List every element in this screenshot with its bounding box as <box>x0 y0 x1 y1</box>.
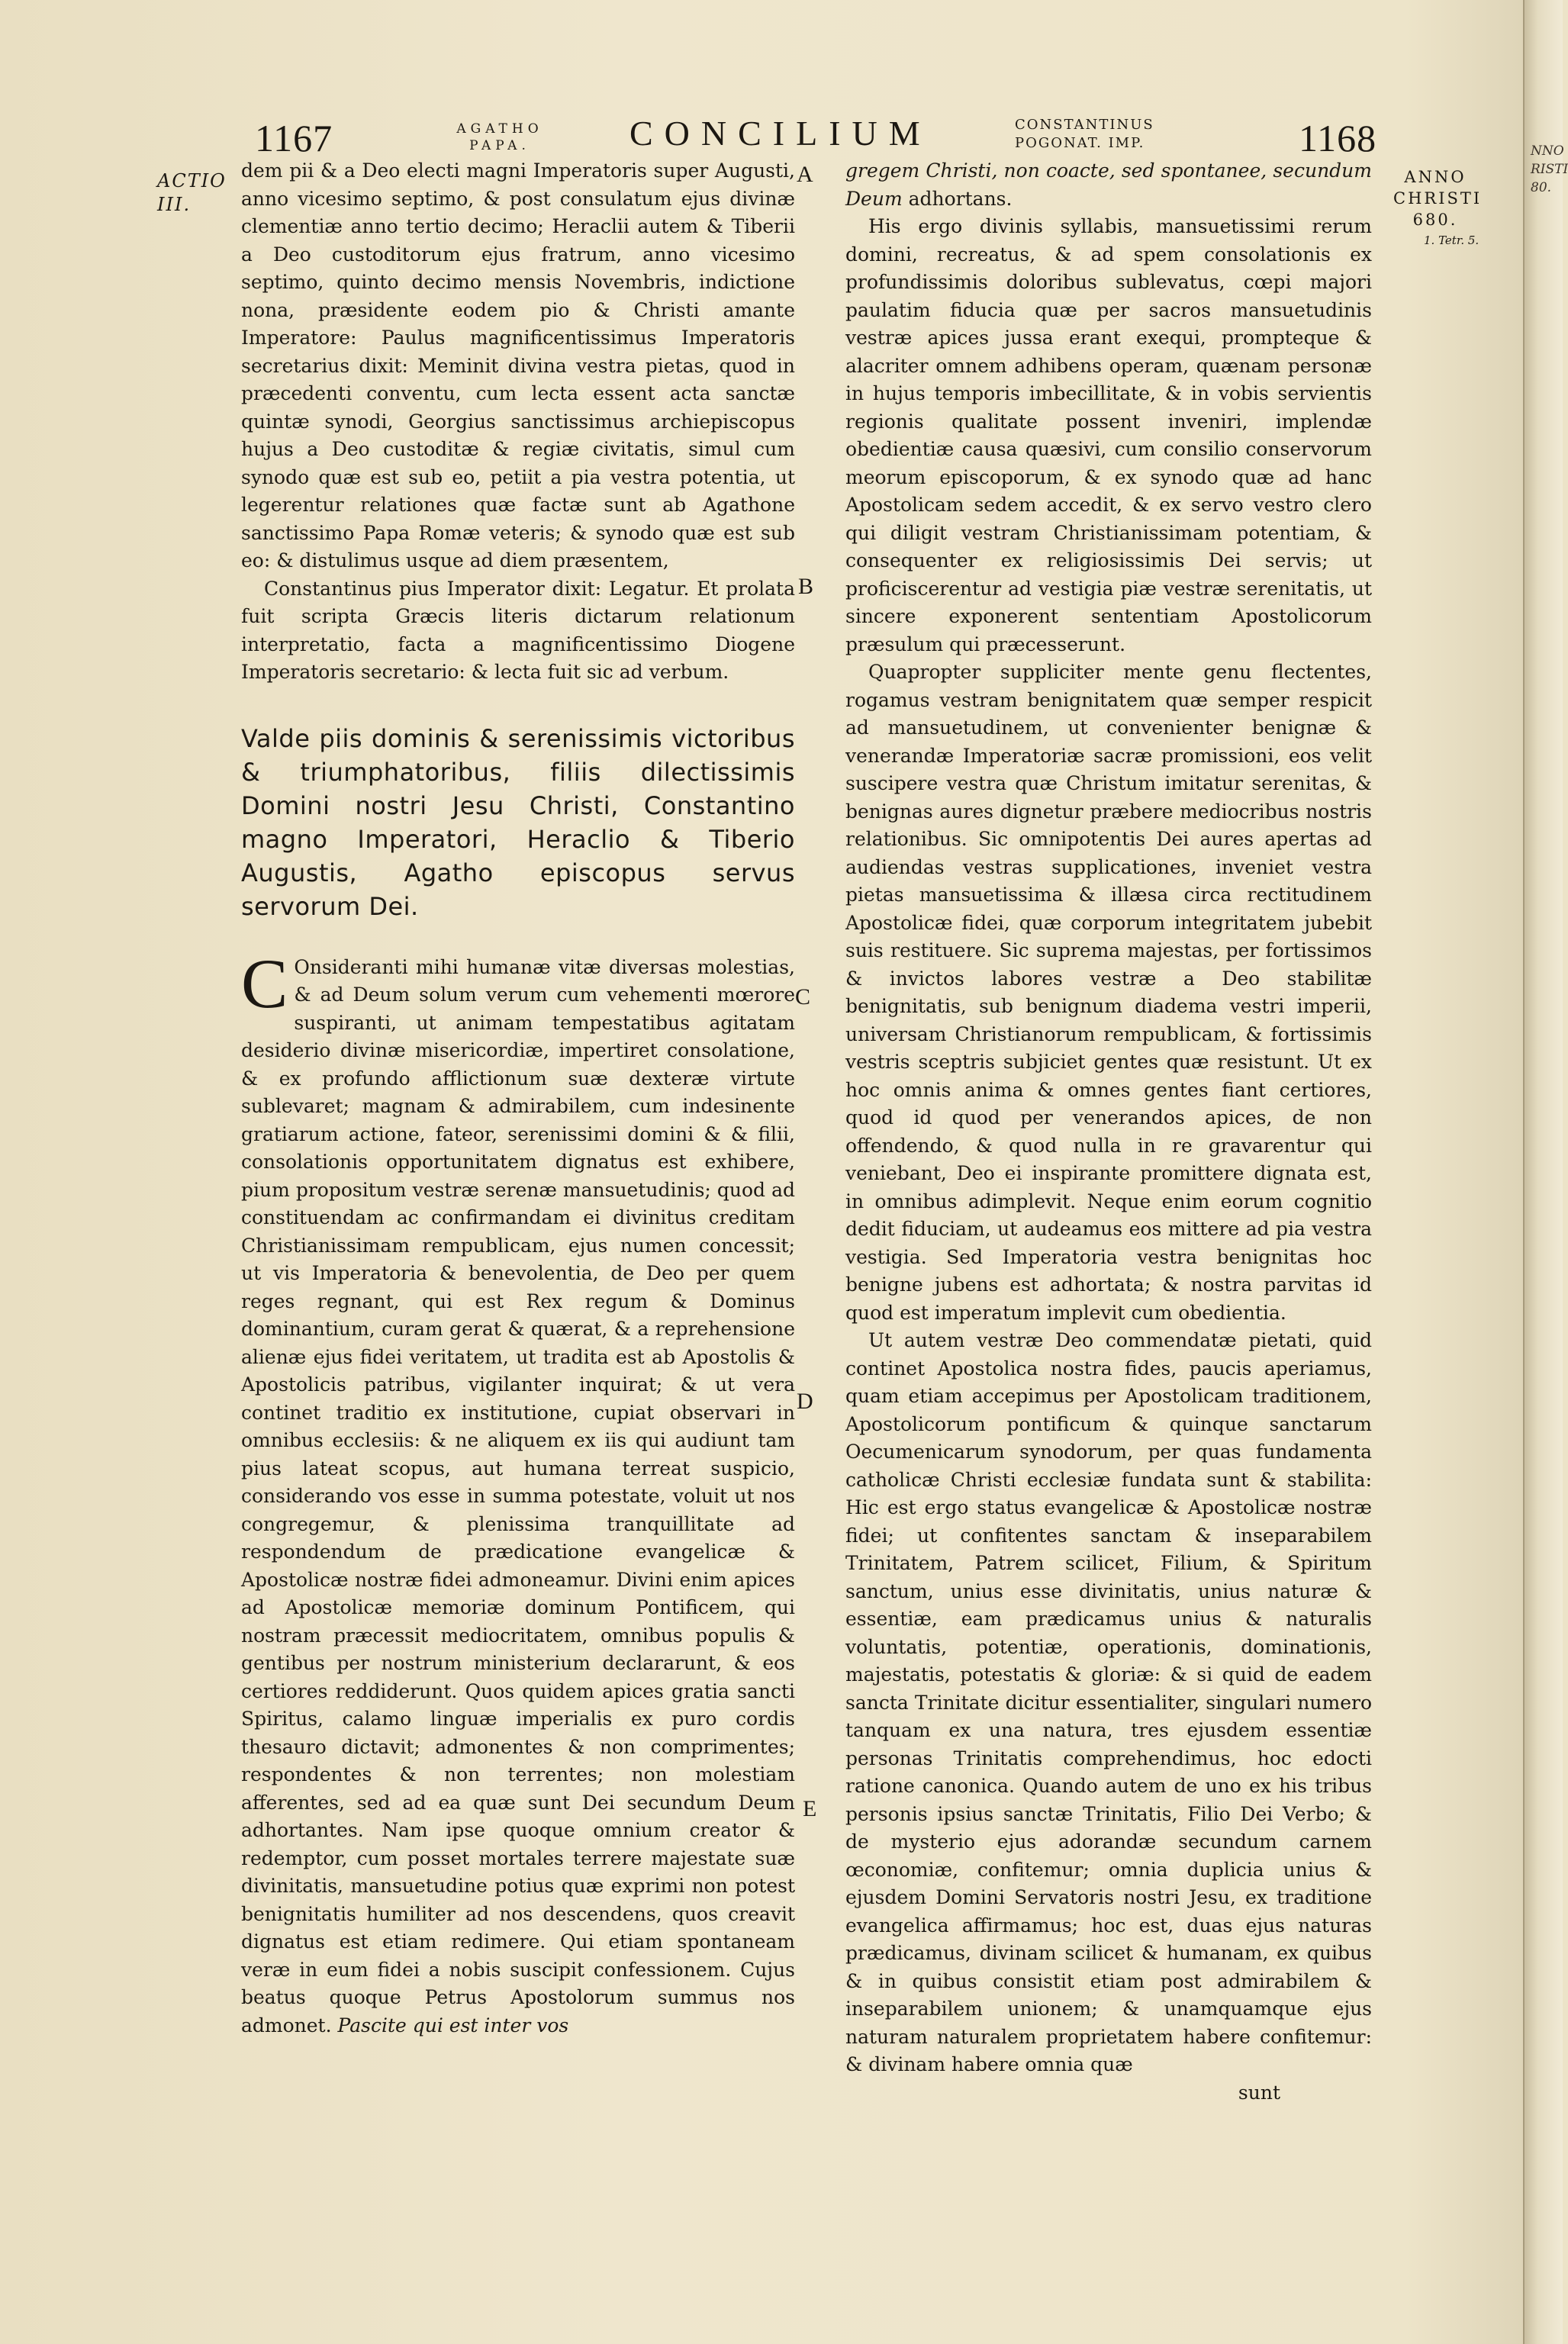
paragraph <box>845 157 1372 213</box>
running-head-line: CONSTANTINUS <box>1015 117 1154 133</box>
right-text-column <box>845 157 1372 2233</box>
letter-body-paragraph <box>241 944 795 2040</box>
paragraph-italic-text: Pascite qui est inter vos <box>337 2014 569 2037</box>
letter-salutation: Valde piis dominis & serenissimis victoribus & triumphatoribus, filiis dilectissimis Domini nostri Jesu Christi, Constantino magno Imperatori, Heraclio & Tiberio Augustis, Agatho episcopus servus servorum Dei. <box>241 723 795 921</box>
running-head-right <box>1015 116 1190 153</box>
catchword: sunt <box>1238 2081 1280 2104</box>
left-text-column <box>241 157 795 2233</box>
running-title: CONCILIUM <box>629 114 932 153</box>
running-head-left <box>443 121 557 154</box>
paragraph: Quapropter suppliciter mente genu flectentes, rogamus vestram benignitatem quæ semper respicit ad mansuetudinem, ut convenienter benignæ & venerandæ Imperatoriæ sacræ promissioni, eos velit suscipere vestra quæ Christum imitatur serenitas, & benignas aures dignetur præbere mediocribus nostris relationibus. Sic omnipotentis Dei aures apertas ad audiendas vestras supplicationes, inveniet vestra pietas mansuetissima & illæsa circa rectitudinem Apostolicæ fidei, quæ corporum integritatem jubebit suis restituere. Sic suprema majestas, per fortissimos & invictos labores vestræ a Deo stabilitæ benignitatis, sub benignum diadema vestri imperii, universam Christianorum rempublicam, & fortissimis vestris sceptris subjiciet gentes quæ resistunt. Ut ex hoc omnis anima & omnes gentes fiant certiores, quod id quod per venerandos apices, de non offendendo, & quod nulla in re gravarentur qui veniebant, Deo ei inspirante promittere dignata est, in omnibus adimplevit. Neque enim eorum cognitio dedit fiduciam, ut audeamus eos mittere ad pia vestra vestigia. Sed Imperatoria vestra benignitas hoc benigne jubens est adhortata; & nostra parvitas id quod est imperatum implevit cum obedientia. <box>845 661 1372 1324</box>
adjacent-page-edge <box>1523 0 1568 2344</box>
section-letter-c: C <box>795 984 811 1009</box>
edge-note-line: RISTI <box>1531 162 1568 177</box>
margin-note-line: ANNO <box>1404 168 1467 186</box>
margin-note-anno <box>1393 166 1483 230</box>
section-letter-b: B <box>798 574 814 599</box>
margin-note-line: ACTIO <box>157 170 227 192</box>
running-head-line: PAPA. <box>469 138 530 153</box>
paragraph: His ergo divinis syllabis, mansuetissimi rerum domini, recreatus, & ad spem consolationis ex profundissimis doloribus sublevatus, cœpi majori paulatim fiducia quæ per sacros mansuetudinis vestræ apices jussa erant exequi, prompteque & alacriter omnem adhibens operam, quænam personæ in hujus temporis imbecillitate, & in vobis servientis regionis qualitate possent inveniri, implendæ obedientiæ causa quæsivi, cum consilio conservorum meorum episcoporum, & ex synodo quæ ad hanc Apostolicam sedem accedit, & ex servo vestro clero qui diligit vestram Christianissimam potentiam, & consequenter ex religiosissimis Dei servis; ut proficiscerentur ad vestigia piæ vestræ serenitatis, ut sincere exponerent sententiam Apostolicorum præsulum qui præcesserunt. <box>845 215 1372 655</box>
section-letter-a: A <box>797 162 813 187</box>
paragraph-text: adhortans. <box>908 187 1013 210</box>
margin-note-line: III. <box>157 194 192 215</box>
page-number-left: 1167 <box>255 117 333 159</box>
paragraph-italic-text: gregem Christi, non coacte, sed spontanee, secundum Deum <box>845 159 1372 210</box>
edge-note-line: NNO <box>1531 143 1564 159</box>
page-number-right: 1168 <box>1299 117 1377 159</box>
edge-note-line: 80. <box>1531 180 1552 195</box>
drop-capital: C <box>241 944 288 1022</box>
running-head-line: POGONAT. IMP. <box>1015 135 1145 151</box>
section-letter-d: D <box>797 1389 813 1414</box>
paragraph-text: Onsideranti mihi humanæ vitæ diversas molestias, & ad Deum solum verum cum vehementi mœrore suspiranti, ut animam tempestatibus agitatam desiderio divinæ misericordiæ, impertiret consolatione, & ex profundo afflictionum suæ dexteræ virtute sublevaret; magnam & admirabilem, cum indesinente gratiarum actione, fateor, serenissimi domini & & filii, consolationis opportunitatem dignatus est exhibere, pium propositum vestræ serenæ mansuetudinis; quod ad constituendam ac confirmandam ei divinitus creditam Christianissimam rempublicam, ejus numen concessit; ut vis Imperatoria & benevolentia, de Deo per quem reges regnant, qui est Rex regum & Dominus dominantium, curam gerat & quærat, & a reprehensione alienæ ejus fidei veritatem, ut tradita est ab Apostolis & Apostolicis patribus, vigilanter inquirat; & ut vera continet traditio ex institutione, cupiat observari in omnibus ecclesiis: & ne aliquem ex iis qui audiunt tam pius lateat scopus, aut humana terreat suspicio, considerando vos esse in summa potestate, voluit ut nos congregemur, & plenissima tranquillitate ad respondendum de prædicatione evangelicæ & Apostolicæ nostræ fidei admoneamur. Divini enim apices ad Apostolicæ memoriæ dominum Pontificem, qui nostram præcessit mediocritatem, omnibus populis & gentibus per nostrum ministerium declararunt, & eos certiores reddiderunt. Quos quidem apices gratia sancti Spiritus, calamo linguæ imperialis ex puro cordis thesauro dictavit; admonentes & non comprimentes; respondentes & non terrentes; non molestiam afferentes, sed ad ea quæ sunt Dei secundum Deum adhortantes. Nam ipse quoque omnium creator & redemptor, cum posset mortales terrere majestate suæ divinitatis, mansuetudine potius quæ exprimi non potest benignitatis humiliter ad nos descendens, quos creavit dignatus est etiam redimere. Qui etiam spontaneam veræ in eum fidei a nobis suscipit confessionem. Cujus beatus quoque Petrus Apostolorum summus nos admonet. <box>241 955 795 2037</box>
margin-note-tetr: 1. Tetr. 5. <box>1424 233 1479 247</box>
running-head-line: AGATHO <box>456 121 543 137</box>
paragraph: dem pii & a Deo electi magni Imperatoris super Augusti, anno vicesimo septimo, & post consulatum ejus divinæ clementiæ anno tertio decimo; Heraclii autem & Tiberii a Deo custoditorum ejus fratrum, anno vicesimo septimo, quinto decimo mensis Novembris, indictione nona, præsidente eodem pio & Christi amante Imperatore: Paulus magnificentissimus Imperatoris secretarius dixit: Meminit divina vestra pietas, quod in præcedenti conventu, cum lecta essent acta sanctæ quintæ synodi, Georgius sanctissimus archiepiscopus hujus a Deo custoditæ & regiæ civitatis, simul cum synodo quæ est sub eo, petiit a pia vestra potentia, ut legerentur relationes quæ factæ sunt ab Agathone sanctissimo Papa Romæ veteris; & synodo quæ est sub eo: & distulimus usque ad diem præsentem, <box>241 159 795 572</box>
paragraph: Ut autem vestræ Deo commendatæ pietati, quid continet Apostolica nostra fides, paucis aperiamus, quam etiam accepimus per Apostolicam traditionem, Apostolicorum pontificum & quinque sanctarum Oecumenicarum synodorum, per quas fundamenta catholicæ Christi ecclesiæ fundata sunt & stabilita: Hic est ergo status evangelicæ & Apostolicæ nostræ fidei; ut confitentes sanctam & inseparabilem Trinitatem, Patrem scilicet, Filium, & Spiritum sanctum, unius esse divinitatis, unius naturæ & essentiæ, eam prædicamus unius & naturalis voluntatis, potentiæ, operationis, dominationis, majestatis, potestatis & gloriæ: & si quid de eadem sancta Trinitate dicitur essentialiter, singulari numero tanquam ex una natura, tres ejusdem essentiæ personas Trinitatis comprehendimus, hoc edocti ratione canonica. Quando autem de uno ex his tribus personis ipsius sanctæ Trinitatis, Filio Dei Verbo; & de mysterio ejus adorandæ secundum carnem œconomiæ, confitemur; omnia duplicia unius & ejusdem Domini Servatoris nostri Jesu, ex traditione evangelica affirmamus; hoc est, duas ejus naturas prædicamus, divinam scilicet & humanam, ex quibus & in quibus consistit etiam post admirabilem & inseparabilem unionem; & unamquamque ejus naturam naturalem proprietatem habere confitemur: & divinam habere omnia quæ <box>845 1329 1372 2075</box>
margin-note-line: CHRISTI <box>1393 189 1483 208</box>
margin-note-actio <box>157 169 241 217</box>
margin-note-line: 680. <box>1412 211 1458 229</box>
adjacent-page-margin-note <box>1531 142 1568 197</box>
section-letter-e: E <box>803 1796 817 1821</box>
paragraph: Constantinus pius Imperator dixit: Legatur. Et prolata fuit scripta Græcis literis dictarum relationum interpretatio, facta a magnificentissimo Diogene Imperatoris secretario: & lecta fuit sic ad verbum. <box>241 577 795 683</box>
